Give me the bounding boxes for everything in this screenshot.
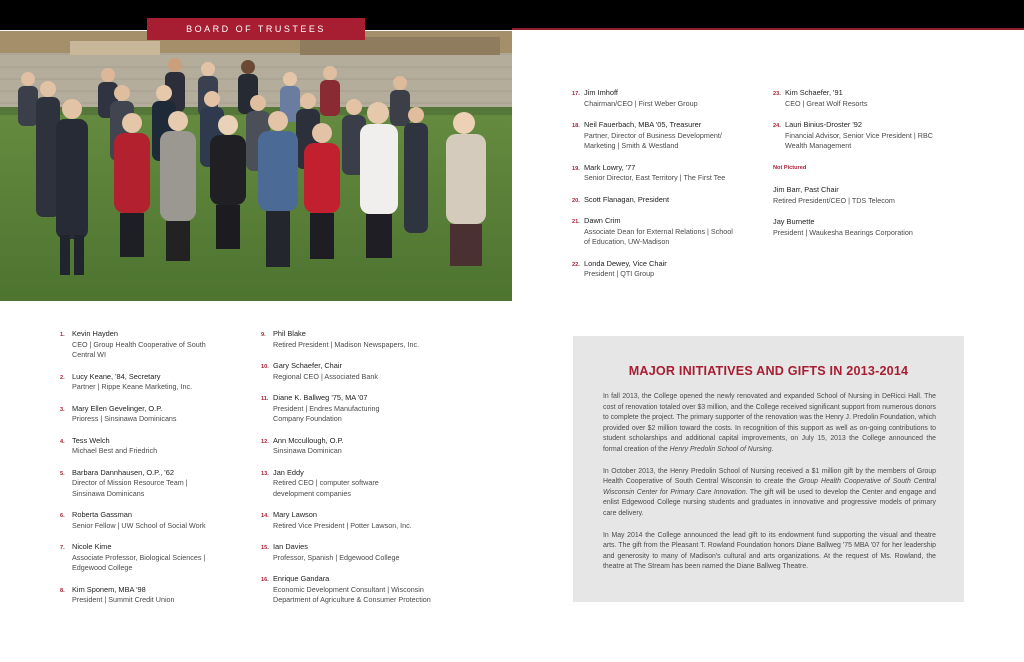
trustee-number: 15. (261, 545, 269, 551)
trustee-number: 3. (60, 406, 65, 413)
trustee-entry (261, 436, 451, 457)
trustee-role: Director of Mission Resource Team | Sinsinawa Dominicans (72, 478, 188, 498)
paragraph-text: . (771, 445, 774, 453)
trustee-entry (572, 120, 752, 152)
trustee-number: 21. (572, 219, 580, 225)
trustee-role: Chairman/CEO | First Weber Group (584, 98, 698, 108)
trustee-name: Jan Eddy (273, 467, 304, 477)
trustee-entry (60, 510, 240, 531)
trustee-name: Scott Flanagan, President (584, 194, 670, 204)
trustee-entry (572, 259, 752, 280)
not-pictured-label: Not Pictured (773, 164, 807, 171)
trustee-name: Kevin Hayden (72, 329, 119, 338)
trustee-role: President | Waukesha Bearings Corporation (773, 227, 913, 237)
trustee-number: 12. (261, 438, 269, 445)
trustee-name: Gary Schaefer, Chair (273, 361, 343, 370)
trustee-name: Jim Barr, Past Chair (773, 185, 839, 194)
trustee-name: Dawn Crim (584, 216, 621, 225)
trustee-role: Michael Best and Friedrich (72, 446, 158, 455)
trustee-name: Kim Sponem, MBA '98 (72, 584, 146, 594)
trustee-number: 8. (60, 587, 65, 594)
trustee-name: Kim Schaefer, '91 (785, 88, 843, 97)
paragraph-text: In October 2013, the Henry Predolin School of Nursing received a $1 million gift by the members of Group Health Cooperative of South Central Wisconsin to create the (603, 467, 936, 486)
roster-column-1 (60, 329, 240, 617)
trustee-number: 22. (572, 261, 580, 268)
initiatives-title: MAJOR INITIATIVES AND GIFTS IN 2013-2014 (628, 364, 909, 378)
paragraph-text: . The gift will be used to develop the Center and engage and enlist Edgewood College nursing students and graduates in innovative and progressive models of primary care delivery. (603, 488, 937, 517)
center-name-emphasis: Group Health Cooperative of South Central Wisconsin Center for Primary Care Innovation (603, 478, 936, 496)
trustee-number: 2. (60, 374, 65, 381)
school-name-emphasis: Henry Predolin School of Nursing (669, 445, 772, 453)
trustee-number: 20. (572, 197, 580, 204)
trustee-name: Jay Burnette (773, 217, 815, 226)
initiatives-panel (573, 336, 964, 602)
initiatives-body (603, 392, 936, 584)
trustee-role: President | Summit Credit Union (72, 595, 175, 604)
trustee-entry (60, 468, 240, 500)
trustee-role: Professor, Spanish | Edgewood College (273, 552, 400, 562)
trustee-number: 11. (261, 396, 269, 402)
trustee-number: 4. (60, 438, 65, 445)
trustee-entry (261, 329, 451, 350)
trustee-entry (60, 542, 240, 574)
trustee-role: Senior Fellow | UW School of Social Work (72, 520, 206, 530)
trustee-entry (572, 88, 752, 109)
trustee-role: Retired Vice President | Potter Lawson, Inc. (273, 520, 412, 530)
not-pictured-entry (773, 185, 963, 206)
trustee-name: Neil Fauerbach, MBA '05, Treasurer (584, 120, 702, 129)
trustee-number: 17. (572, 91, 580, 97)
trustee-role: Regional CEO | Associated Bank (273, 371, 378, 381)
trustee-name: Phil Blake (273, 329, 306, 338)
trustee-role: Retired CEO | computer software development companies (273, 478, 379, 498)
trustee-number: 9. (261, 332, 266, 338)
section-title-banner (147, 18, 365, 40)
trustee-name: Ian Davies (273, 542, 308, 551)
trustee-entry (261, 542, 451, 563)
trustee-name: Tess Welch (72, 435, 110, 445)
trustee-entry (773, 120, 963, 152)
trustee-number: 14. (261, 513, 269, 519)
trustee-entry (261, 574, 451, 606)
trustee-role: Partner, Director of Business Development/ Marketing | Smith & Westland (584, 130, 722, 150)
trustee-role: Sinsinawa Dominican (273, 446, 342, 455)
trustee-role: Senior Director, East Territory | The First Tee (584, 173, 726, 182)
top-accent-line (512, 28, 1024, 30)
trustee-entry (773, 88, 963, 109)
trustee-name: Nicole Kime (72, 542, 112, 551)
trustee-number: 1. (60, 332, 65, 338)
trustee-role: Financial Advisor, Senior Vice President | RBC Wealth Management (785, 130, 933, 150)
trustee-number: 16. (261, 577, 269, 583)
trustee-role: Associate Dean for External Relations | School of Education, UW-Madison (584, 226, 733, 246)
trustee-entry (572, 216, 752, 248)
trustee-entry (261, 468, 451, 500)
trustee-entry (60, 585, 240, 606)
trustee-role: Partner | Rippe Keane Marketing, Inc. (72, 382, 193, 391)
trustee-number: 10. (261, 364, 269, 370)
roster-column-4 (773, 88, 963, 249)
trustee-name: Lauri Binius-Droster '92 (785, 120, 862, 129)
initiatives-paragraph-3: In May 2014 the College announced the lead gift to its endowment fund supporting the visual and theatre arts. The gift from the Pleasant T. Rowland Foundation honors Diane Ballweg '75 MBA '07 for her leadership and generosity to many of Madison's cultural and arts organizations. At the request of Ms. Rowland, the theatre at The Stream has been named the Diane Ballweg Theatre. (603, 531, 936, 571)
trustee-number: 6. (60, 513, 65, 519)
trustee-role: CEO | Great Wolf Resorts (785, 98, 868, 108)
trustee-role: President | QTI Group (584, 269, 655, 278)
trustee-name: Barbara Dannhausen, O.P., '62 (72, 467, 174, 477)
trustee-entry (60, 404, 240, 425)
trustee-number: 18. (572, 123, 580, 129)
trustee-name: Mary Lawson (273, 510, 317, 519)
not-pictured-entry (773, 217, 963, 238)
initiatives-paragraph-2 (603, 467, 936, 520)
trustee-role: Economic Development Consultant | Wisconsin Department of Agriculture & Consumer Protection (273, 584, 431, 604)
trustee-name: Mary Ellen Gevelinger, O.P. (72, 403, 163, 413)
board-group-photo (0, 31, 512, 301)
trustee-name: Jim Imhoff (584, 88, 618, 97)
trustee-role: Prioress | Sinsinawa Dominicans (72, 414, 177, 423)
initiatives-paragraph-1 (603, 392, 936, 456)
trustee-entry (572, 163, 752, 184)
trustee-entry (261, 393, 451, 425)
roster-column-3 (572, 88, 752, 291)
trustee-name: Roberta Gassman (72, 510, 132, 519)
trustee-entry (572, 195, 752, 206)
trustee-role: President | Endres Manufacturing Company Foundation (273, 403, 380, 423)
trustee-entry (261, 510, 451, 531)
trustee-name: Enrique Gandara (273, 574, 330, 583)
trustee-number: 23. (773, 91, 781, 97)
trustee-name: Lucy Keane, '84, Secretary (72, 371, 161, 381)
trustee-number: 19. (572, 165, 580, 172)
trustee-number: 5. (60, 470, 65, 477)
trustee-entry (60, 372, 240, 393)
trustee-role: Retired President/CEO | TDS Telecom (773, 195, 895, 205)
paragraph-text: In fall 2013, the College opened the newly renovated and expanded School of Nursing in DeRicci Hall. The cost of renovation totaled over $3 million, and the College received significant support from numerous donors to complete the project. The primary supporter of the renovation was the Henry J. Predolin Foundation, which provided over $2 million toward the costs. In recognition of this support as well as on-going contributions to student scholarships and additional capital improvements, on July 15, 2013 the College announced the formal creation of the (603, 393, 936, 453)
trustee-number: 13. (261, 470, 269, 477)
trustee-number: 7. (60, 545, 65, 551)
trustee-role: Associate Professor, Biological Sciences | Edgewood College (72, 552, 206, 572)
section-title: BOARD OF TRUSTEES (186, 24, 326, 34)
trustee-entry (60, 329, 240, 361)
trustee-entry (60, 436, 240, 457)
trustee-role: CEO | Group Health Cooperative of South Central WI (72, 339, 206, 359)
trustee-number: 24. (773, 123, 781, 129)
trustee-name: Ann Mccullough, O.P. (273, 435, 344, 445)
roster-column-2 (261, 329, 451, 617)
trustee-name: Diane K. Ballweg '75, MA '07 (273, 393, 368, 402)
trustee-role: Retired President | Madison Newspapers, Inc. (273, 339, 420, 349)
trustee-name: Londa Dewey, Vice Chair (584, 258, 667, 268)
trustee-entry (261, 361, 451, 382)
trustee-name: Mark Lowry, '77 (584, 162, 636, 172)
